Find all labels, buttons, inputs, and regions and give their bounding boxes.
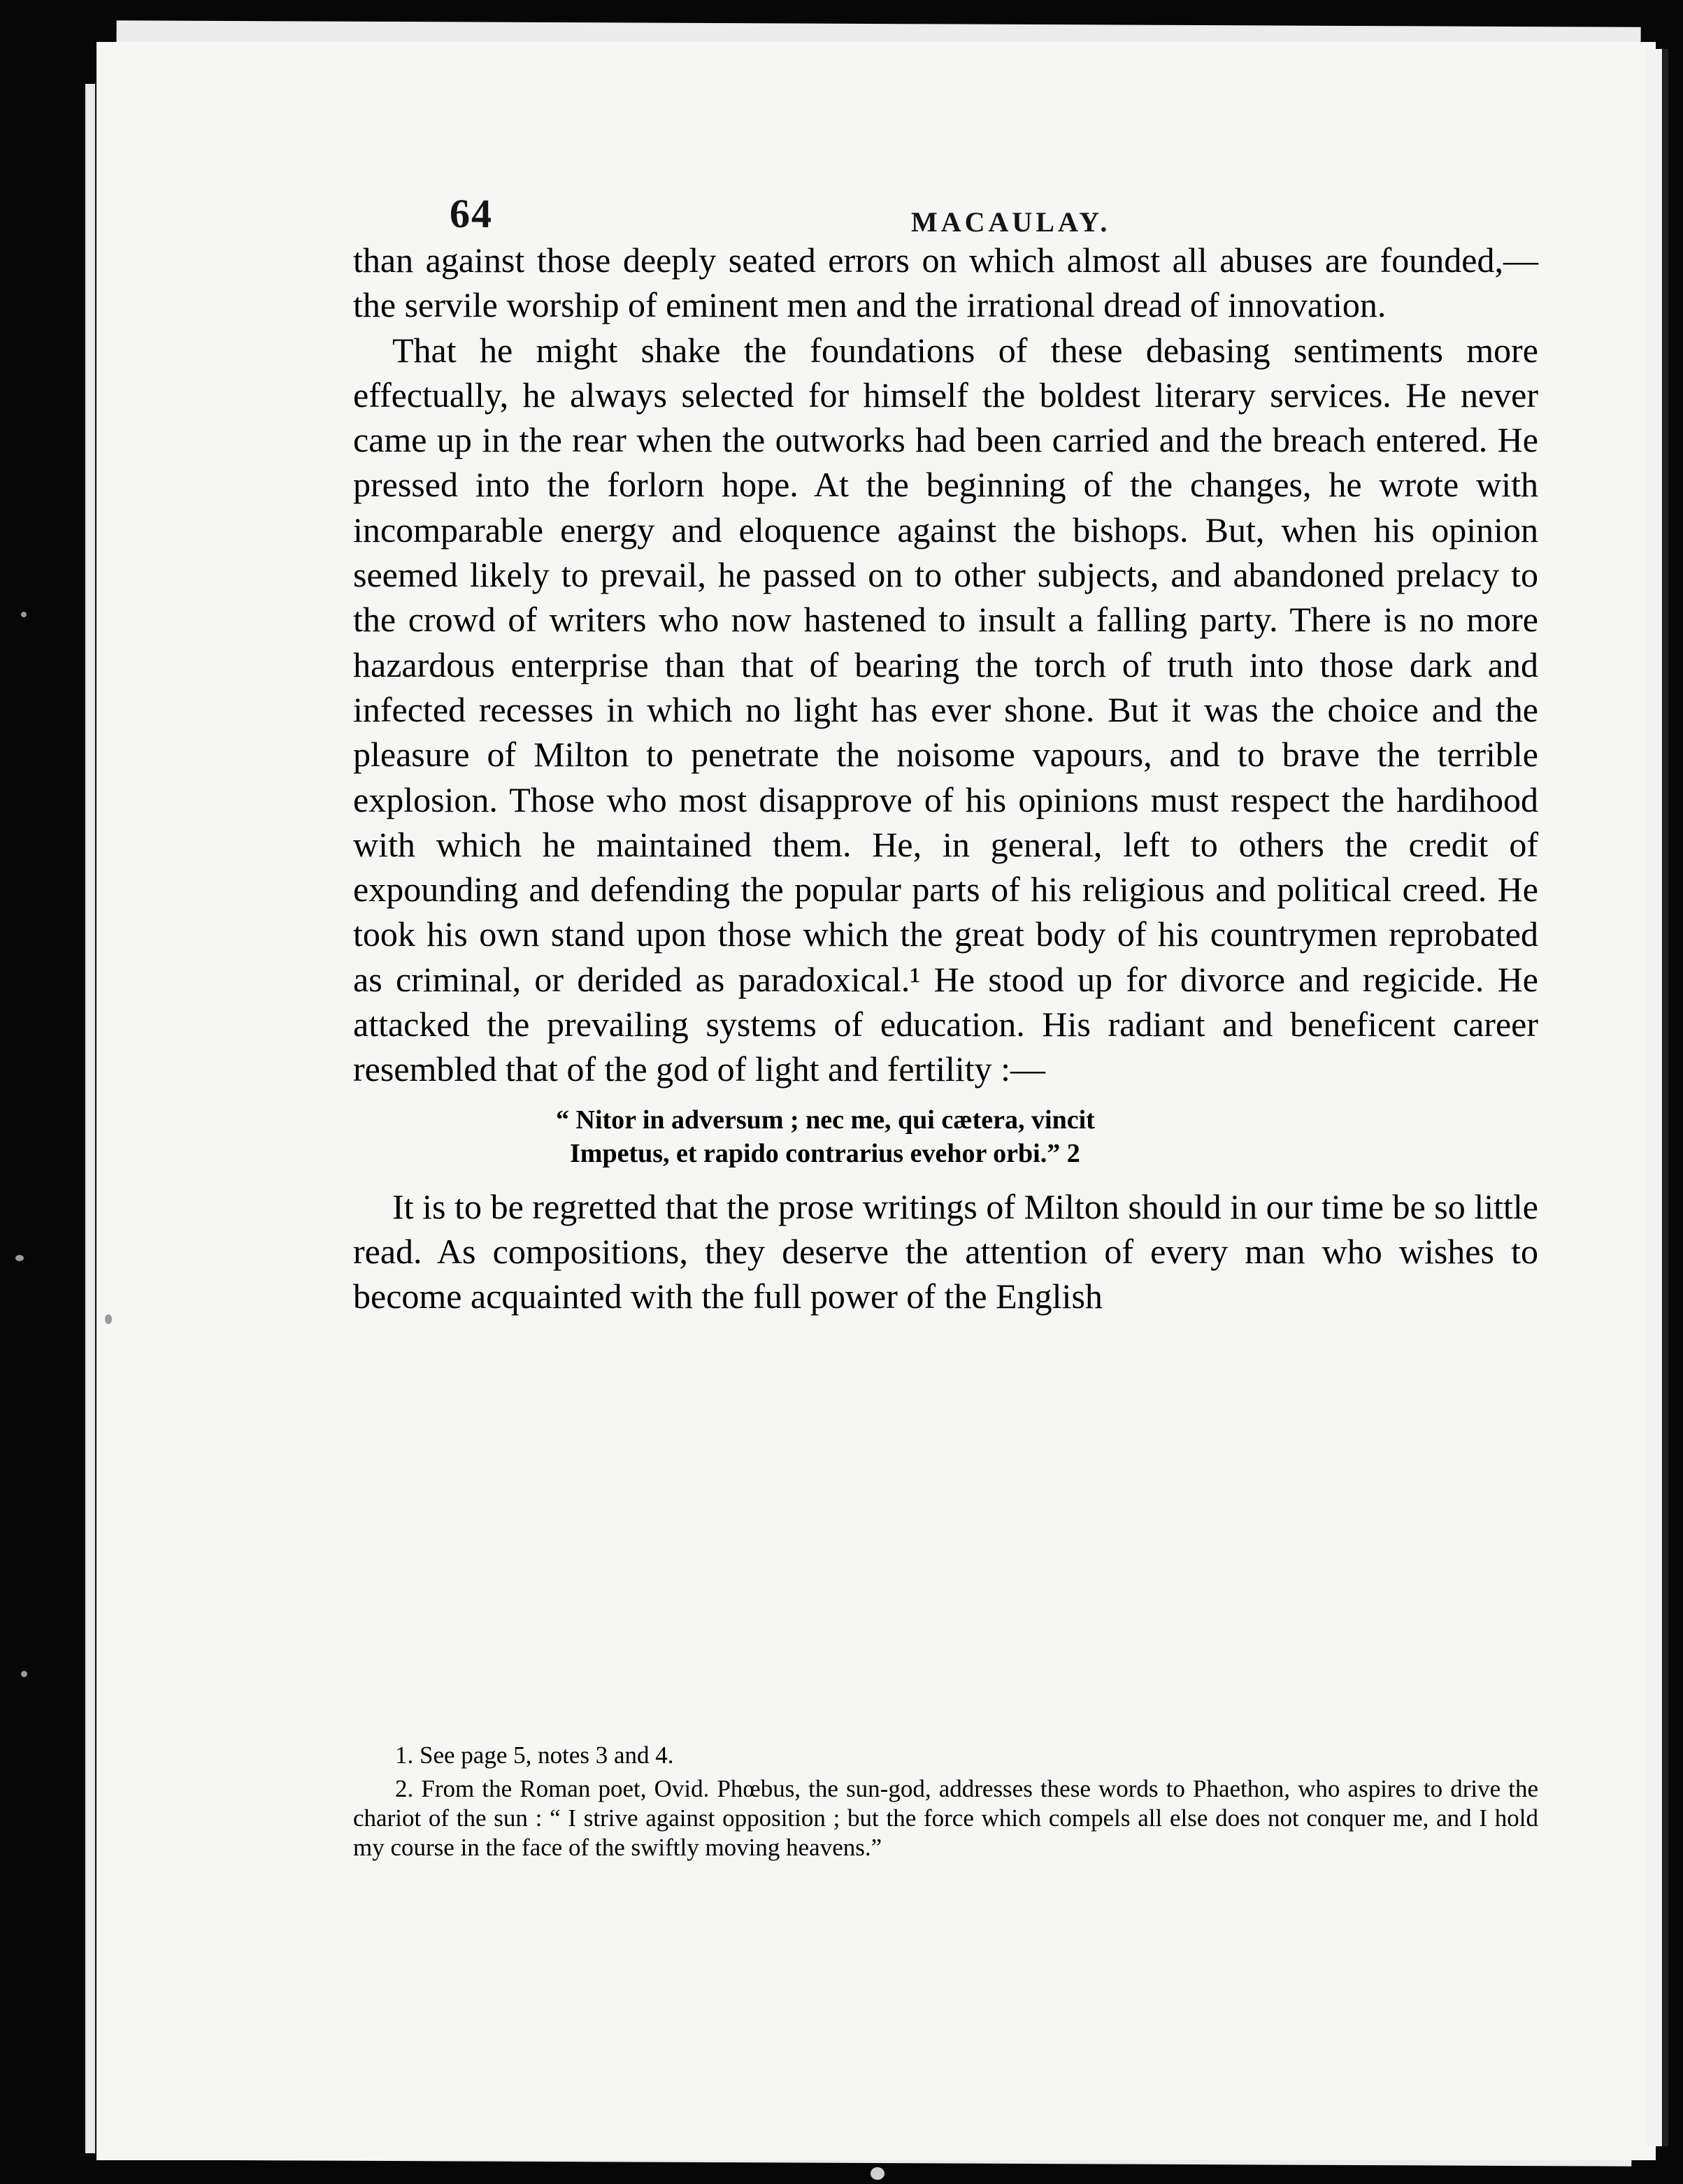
- running-head: MACAULAY.: [911, 206, 1111, 238]
- scan-speck: [871, 2167, 885, 2180]
- left-page-edge: [85, 84, 95, 2153]
- paragraph-milton-services: That he might shake the foundations of these debasing sentiments more effectually, he always selected for himself the boldest literary services. He never came up in the rear when the outworks had been carried and the breach entered. He pressed into the forlorn hope. At the beginning of the changes, he wrote with incomparable energy and eloquence against the bishops. But, when his opinion seemed likely to prevail, he passed on to other subjects, and abandoned prelacy to the crowd of writers who now hastened to insult a falling party. There is no more hazardous enterprise than that of bearing the torch of truth into those dark and infected recesses in which no light has ever shone. But it was the choice and the pleasure of Milton to penetrate the noisome vapours, and to brave the terrible explosion. Those who most disapprove of his opinions must respect the hardihood with which he maintained them. He, in general, left to others the credit of expounding and defending the popular parts of his religious and political creed. He took his own stand upon those which the great body of his countrymen reprobated as criminal, or derided as paradoxical.¹ He stood up for divorce and regicide. He attacked the prevailing systems of education. His radiant and beneficent career resembled that of the god of light and fertility :—: [353, 330, 1538, 1089]
- latin-quotation: [556, 1103, 1538, 1170]
- paragraph-prose-writings: It is to be regretted that the prose writings of Milton should in our time be so little read. As compositions, they deserve the attention of every man who wishes to become acquainted with the full power of the English: [353, 1186, 1538, 1316]
- quotation-line-2: Impetus, et rapido contrarius evehor orbi.” 2: [570, 1138, 1080, 1168]
- quotation-line-1: “ Nitor in adversum ; nec me, qui cætera, vincit: [556, 1105, 1095, 1135]
- footnotes: [353, 1741, 1538, 1867]
- right-border-rule: [1663, 49, 1668, 2146]
- scan-speck: [105, 1314, 112, 1324]
- scan-speck: [21, 1671, 27, 1677]
- page-number: 64: [450, 191, 493, 236]
- body-text: [353, 238, 1538, 1319]
- scan-speck: [15, 1255, 24, 1261]
- paragraph-continued: than against those deeply seated errors on which almost all abuses are founded,—the servile worship of eminent men and the irrational dread of innovation.: [353, 240, 1538, 325]
- footnote-2: 2. From the Roman poet, Ovid. Phœbus, the sun-god, addresses these words to Phaethon, who aspires to drive the chariot of the sun : “ I strive against opposition ; but the force which compels all else does not conquer me, and I hold my course in the face of the swiftly moving heavens.”: [353, 1775, 1538, 1861]
- right-page-edge: [1647, 49, 1662, 2146]
- footnote-1: 1. See page 5, notes 3 and 4.: [395, 1741, 674, 1769]
- scan-speck: [21, 612, 27, 617]
